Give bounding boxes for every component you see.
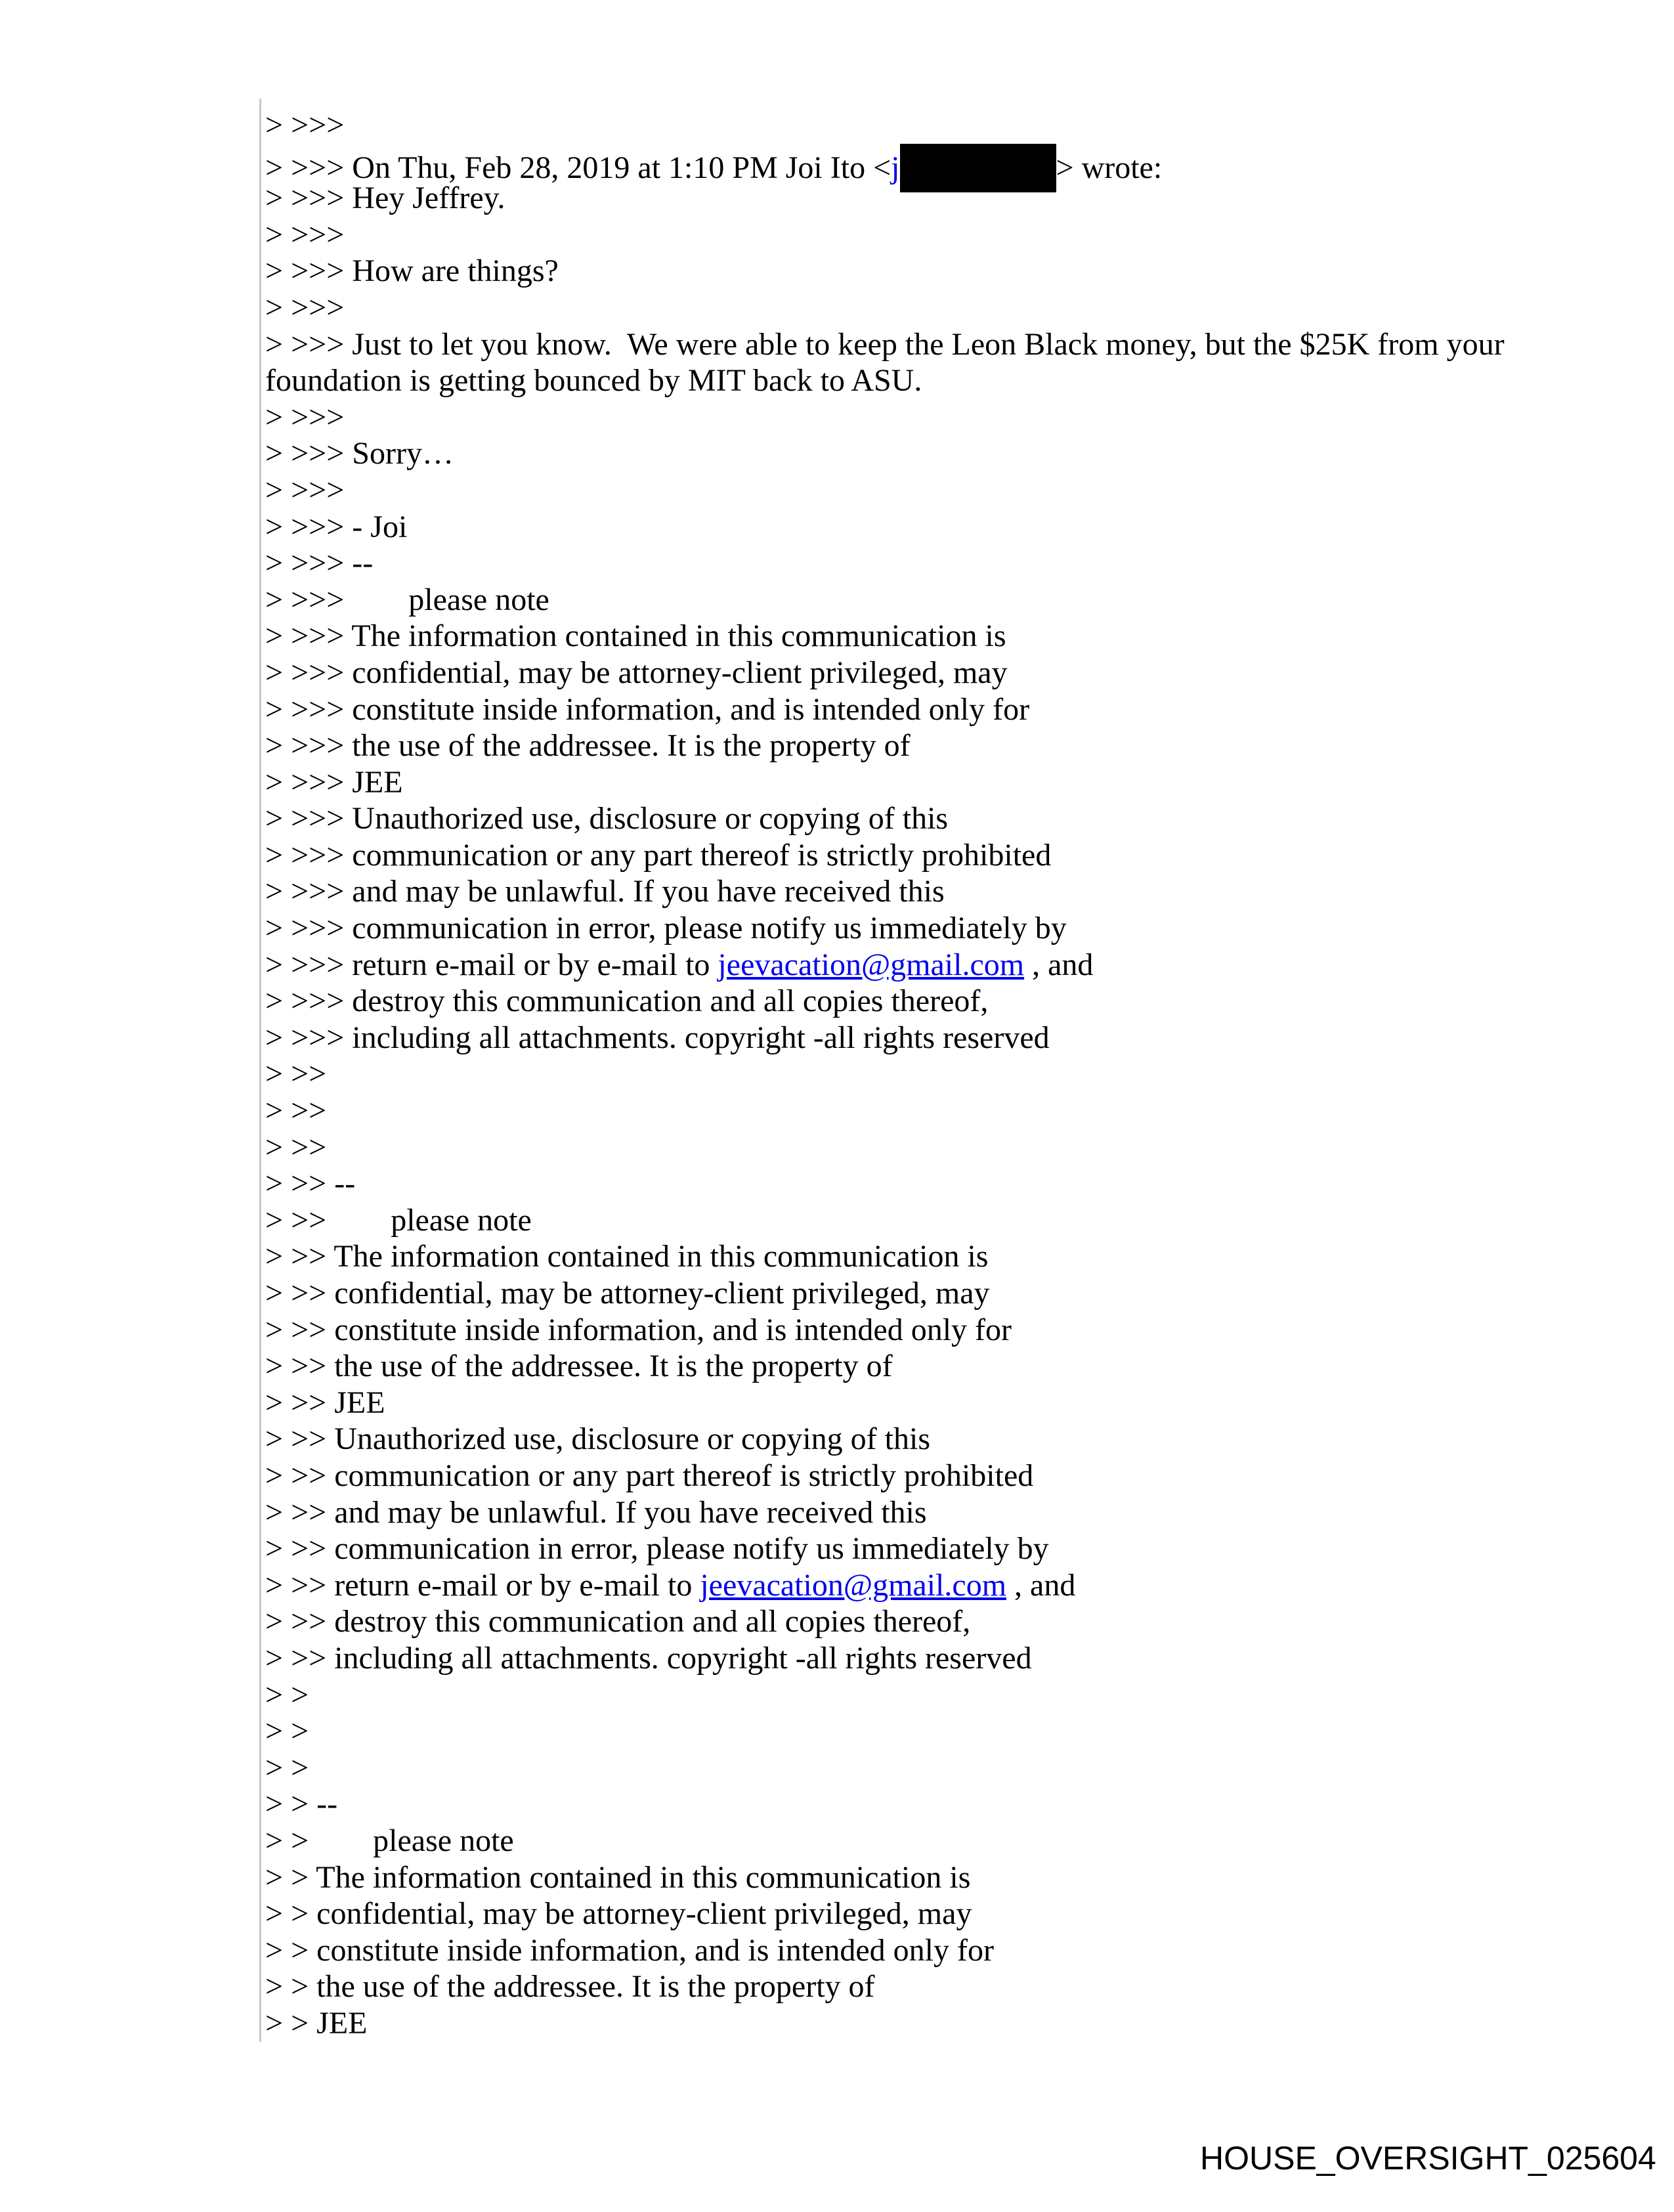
line-text: > >> including all attachments. copyright -all rights reserved bbox=[265, 1640, 1032, 1676]
email-line bbox=[265, 1093, 1505, 1129]
email-line bbox=[265, 290, 1505, 326]
line-text: > >>> On Thu, Feb 28, 2019 at 1:10 PM Joi Ito < bbox=[265, 150, 891, 185]
email-link[interactable]: j bbox=[891, 150, 900, 185]
email-line bbox=[265, 837, 1505, 874]
email-line bbox=[265, 1348, 1505, 1385]
email-line bbox=[265, 2005, 1505, 2042]
bates-number: HOUSE_OVERSIGHT_025604 bbox=[1200, 2140, 1656, 2177]
line-text: > >> return e-mail or by e-mail to bbox=[265, 1567, 700, 1603]
email-line bbox=[265, 1458, 1505, 1494]
line-text: > >> the use of the addressee. It is the property of bbox=[265, 1349, 893, 1384]
email-line bbox=[265, 1202, 1505, 1239]
email-line bbox=[265, 1312, 1505, 1349]
line-text: > >> bbox=[265, 1202, 327, 1238]
line-text: > >> bbox=[265, 1093, 327, 1129]
line-text: > >>> Hey Jeffrey. bbox=[265, 181, 505, 216]
line-text: > >>> Just to let you know. We were able to keep the Leon Black money, but the $25K from your bbox=[265, 326, 1505, 362]
email-line bbox=[265, 582, 1505, 618]
line-text: > >>> JEE bbox=[265, 764, 403, 800]
line-text: > > bbox=[265, 1823, 309, 1858]
email-line bbox=[265, 1530, 1505, 1567]
email-line bbox=[265, 983, 1505, 1020]
line-text: > >>> bbox=[265, 108, 345, 142]
email-line bbox=[265, 1713, 1505, 1750]
email-line bbox=[265, 1896, 1505, 1932]
email-line bbox=[265, 1129, 1505, 1166]
line-text: > >>> destroy this communication and all copies thereof, bbox=[265, 984, 989, 1019]
line-text: > >>> bbox=[265, 399, 345, 435]
email-line bbox=[265, 1786, 1505, 1823]
line-text: > >> -- bbox=[265, 1166, 356, 1202]
email-link[interactable]: jeevacation@gmail.com bbox=[718, 947, 1025, 982]
line-text: > >>> including all attachments. copyright -all rights reserved bbox=[265, 1020, 1050, 1055]
line-text: > >>> How are things? bbox=[265, 253, 559, 289]
email-line bbox=[265, 362, 1505, 399]
line-text: , and bbox=[1006, 1567, 1076, 1603]
line-text: please note bbox=[373, 1823, 514, 1858]
line-text: > >>> - Joi bbox=[265, 509, 408, 544]
line-text: > > confidential, may be attorney-client privileged, may bbox=[265, 1896, 972, 1932]
email-line bbox=[265, 1275, 1505, 1312]
line-text: > >>> constitute inside information, and is intended only for bbox=[265, 691, 1030, 727]
line-text: > >>> communication or any part thereof is strictly prohibited bbox=[265, 837, 1052, 873]
email-line bbox=[265, 1421, 1505, 1458]
line-text: > >> destroy this communication and all copies thereof, bbox=[265, 1604, 971, 1639]
line-text: > >>> confidential, may be attorney-client privileged, may bbox=[265, 655, 1008, 690]
line-text: > >> and may be unlawful. If you have received this bbox=[265, 1494, 927, 1530]
email-line bbox=[265, 217, 1505, 253]
email-line bbox=[265, 180, 1505, 217]
email-line bbox=[265, 472, 1505, 509]
line-text: > >> bbox=[265, 1056, 327, 1092]
email-line bbox=[265, 655, 1505, 691]
line-text: > >> communication in error, please notify us immediately by bbox=[265, 1531, 1049, 1567]
line-text: > >>> and may be unlawful. If you have received this bbox=[265, 874, 945, 909]
line-text: > > the use of the addressee. It is the property of bbox=[265, 1969, 875, 2005]
line-text: > > bbox=[265, 1714, 309, 1749]
quote-border bbox=[259, 98, 261, 2042]
line-text: , and bbox=[1024, 947, 1094, 982]
email-line bbox=[265, 1640, 1505, 1677]
email-line bbox=[265, 144, 1505, 185]
email-line bbox=[265, 1165, 1505, 1202]
line-text: > >>> Sorry… bbox=[265, 436, 454, 471]
line-text: > > -- bbox=[265, 1787, 338, 1822]
email-line bbox=[265, 1932, 1505, 1969]
line-text: > >> Unauthorized use, disclosure or copying of this bbox=[265, 1421, 931, 1457]
line-text: > > constitute inside information, and is intended only for bbox=[265, 1932, 994, 1968]
line-text: > >>> bbox=[265, 472, 345, 508]
line-text: > >>> the use of the addressee. It is the property of bbox=[265, 728, 911, 764]
email-line bbox=[265, 691, 1505, 728]
line-text: > >>> The information contained in this communication is bbox=[265, 618, 1006, 654]
email-line bbox=[265, 1677, 1505, 1714]
line-text: please note bbox=[391, 1202, 532, 1238]
email-line bbox=[265, 1859, 1505, 1896]
email-line bbox=[265, 1056, 1505, 1093]
email-line bbox=[265, 1750, 1505, 1787]
email-line bbox=[265, 435, 1505, 472]
line-text: > > bbox=[265, 1677, 309, 1712]
line-text: > >> confidential, may be attorney-client privileged, may bbox=[265, 1276, 990, 1311]
email-link[interactable]: jeevacation@gmail.com bbox=[700, 1567, 1007, 1603]
line-text: > >> communication or any part thereof is strictly prohibited bbox=[265, 1458, 1034, 1493]
line-text: > >>> bbox=[265, 582, 345, 617]
line-text: > >>> Unauthorized use, disclosure or copying of this bbox=[265, 801, 949, 836]
email-line bbox=[265, 1567, 1505, 1604]
email-line bbox=[265, 764, 1505, 801]
email-line bbox=[265, 399, 1505, 436]
email-line bbox=[265, 326, 1505, 363]
line-text: > > The information contained in this communication is bbox=[265, 1859, 971, 1895]
line-text: > > JEE bbox=[265, 2005, 368, 2041]
email-line bbox=[265, 1968, 1505, 2005]
email-line bbox=[265, 873, 1505, 910]
email-line bbox=[265, 947, 1505, 984]
line-text: > >>> -- bbox=[265, 546, 374, 581]
email-line bbox=[265, 509, 1505, 546]
email-body bbox=[265, 107, 1505, 2041]
line-text: > >>> communication in error, please notify us immediately by bbox=[265, 911, 1067, 946]
email-line bbox=[265, 727, 1505, 764]
line-text: > >> constitute inside information, and is intended only for bbox=[265, 1312, 1012, 1347]
line-text: please note bbox=[408, 582, 549, 617]
email-line bbox=[265, 800, 1505, 837]
email-line bbox=[265, 1823, 1505, 1859]
line-text: > >> bbox=[265, 1129, 327, 1165]
line-text: > >>> bbox=[265, 290, 345, 325]
line-text: foundation is getting bounced by MIT back to ASU. bbox=[265, 363, 922, 399]
line-text: > >> JEE bbox=[265, 1385, 385, 1420]
email-line bbox=[265, 253, 1505, 290]
line-text: > >>> bbox=[265, 217, 345, 252]
email-line bbox=[265, 1494, 1505, 1531]
line-text: > wrote: bbox=[1056, 150, 1163, 185]
line-text: > >> The information contained in this communication is bbox=[265, 1239, 989, 1274]
redaction-box bbox=[900, 144, 1056, 192]
email-line bbox=[265, 1238, 1505, 1275]
line-text: > > bbox=[265, 1750, 309, 1785]
email-line bbox=[265, 1385, 1505, 1421]
email-line bbox=[265, 1603, 1505, 1640]
email-line bbox=[265, 1020, 1505, 1056]
email-line bbox=[265, 618, 1505, 655]
email-line bbox=[265, 910, 1505, 947]
line-text: > >>> return e-mail or by e-mail to bbox=[265, 947, 718, 982]
email-line bbox=[265, 107, 1505, 144]
email-line bbox=[265, 545, 1505, 582]
